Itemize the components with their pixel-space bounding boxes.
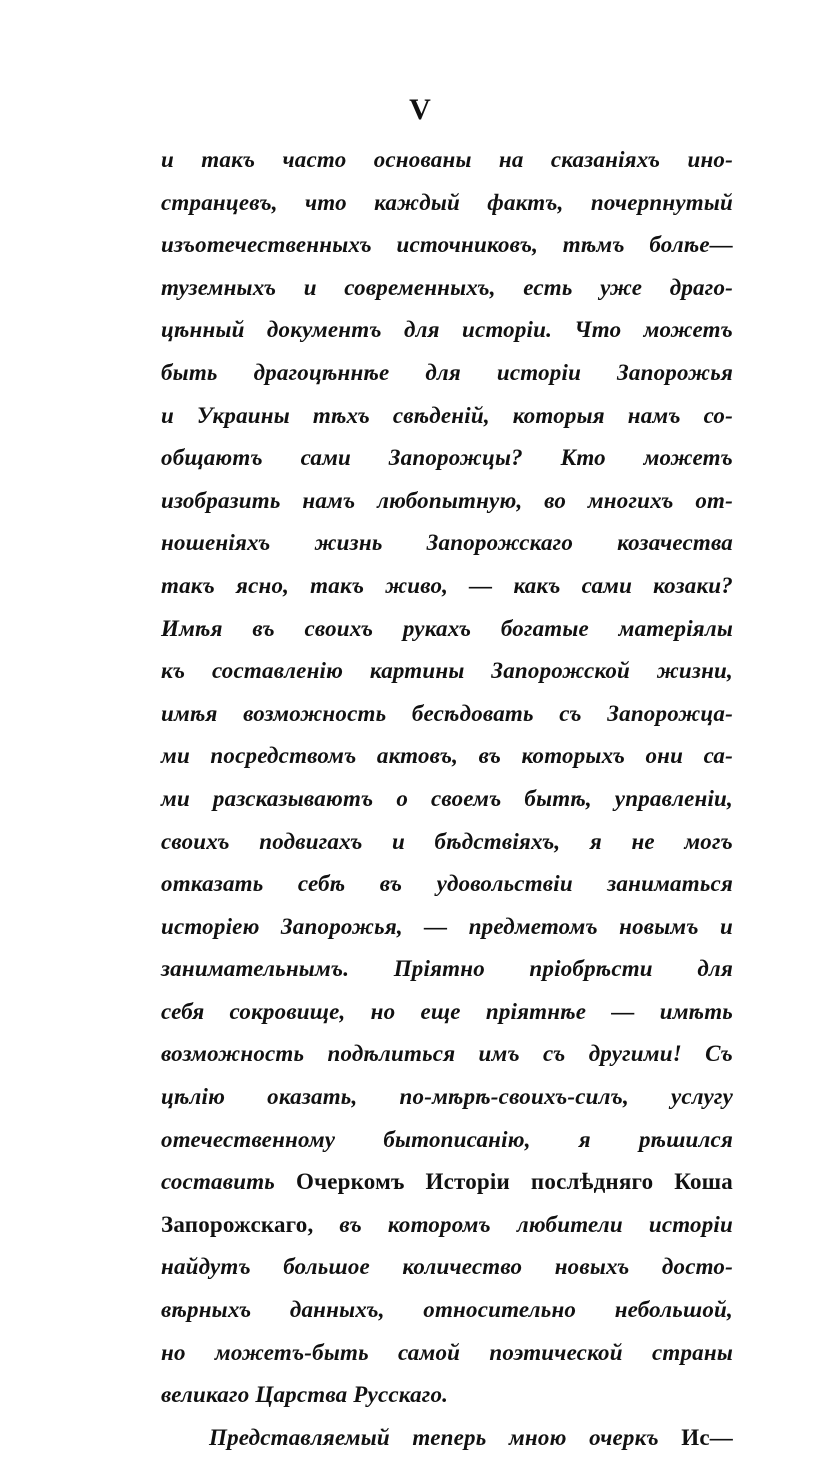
upright-fragment: Очеркомъ Исторіи послѣдняго Коша [296, 1169, 734, 1195]
text-line: ми разсказываютъ о своемъ бытѣ, управленіи, [161, 785, 733, 811]
text-line: занимательнымъ. Пріятно пріобрѣсти для [161, 956, 733, 982]
text-line: вѣрныхъ данныхъ, относительно небольшой, [161, 1297, 733, 1323]
text-line: цѣлію оказать, по-мѣрѣ-своихъ-силъ, услугу [161, 1084, 733, 1110]
text-line-mixed [161, 1204, 733, 1247]
text-line: и такъ часто основаны на сказаніяхъ ино- [161, 147, 733, 172]
text-line: имѣя возможность бесѣдовать съ Запорожца- [161, 700, 733, 726]
text-line: туземныхъ и современныхъ, есть уже драго- [161, 274, 733, 300]
text-line: себя сокровище, но еще пріятнѣе — имѣть [161, 998, 733, 1024]
text-line: великаго Царства Русскаго. [161, 1382, 449, 1408]
text-line: возможность подѣлиться имъ съ другими! Съ [161, 1041, 733, 1067]
text-line: отказать себѣ въ удовольствіи заниматься [161, 871, 733, 897]
text-line: изъотечественныхъ источниковъ, тѣмъ болѣе— [161, 232, 733, 258]
text-line: найдутъ большое количество новыхъ досто- [161, 1254, 733, 1280]
text-line: ми посредствомъ актовъ, въ которыхъ они са- [161, 743, 733, 769]
text-line: цѣнный документъ для исторіи. Что можетъ [161, 317, 733, 343]
italic-fragment: въ которомъ любители исторіи [339, 1211, 733, 1237]
italic-fragment: составить [161, 1169, 276, 1195]
text-line-paragraph-start [161, 1417, 733, 1459]
page-number: V [409, 93, 431, 126]
text-line: своихъ подвигахъ и бѣдствіяхъ, я не могъ [161, 828, 733, 854]
text-line: общаютъ сами Запорожцы? Кто можетъ [161, 445, 733, 471]
italic-fragment: Представляемый теперь мною очеркъ [209, 1424, 659, 1450]
body-text [161, 139, 733, 1459]
text-line: и Украины тѣхъ свѣденій, которыя намъ со- [161, 402, 733, 428]
text-line: Имѣя въ своихъ рукахъ богатые матеріялы [161, 615, 733, 641]
text-line: быть драгоцѣннѣе для исторіи Запорожья [161, 359, 733, 385]
text-line: изобразить намъ любопытную, во многихъ от- [161, 487, 733, 513]
text-line: но можетъ-быть самой поэтической страны [161, 1339, 733, 1365]
upright-fragment: Ис— [681, 1424, 733, 1450]
text-line: такъ ясно, такъ живо, — какъ сами козаки? [161, 572, 733, 598]
text-line: къ составленію картины Запорожской жизни, [161, 658, 733, 684]
text-line: исторіею Запорожья, — предметомъ новымъ и [161, 913, 733, 939]
text-line: ношеніяхъ жизнь Запорожскаго козачества [161, 530, 733, 556]
text-line-mixed [161, 1161, 733, 1204]
text-line: отечественному бытописанію, я рѣшился [161, 1126, 733, 1152]
upright-fragment: Запорожскаго, [161, 1211, 314, 1237]
text-line: странцевъ, что каждый фактъ, почерпнутый [161, 189, 733, 215]
